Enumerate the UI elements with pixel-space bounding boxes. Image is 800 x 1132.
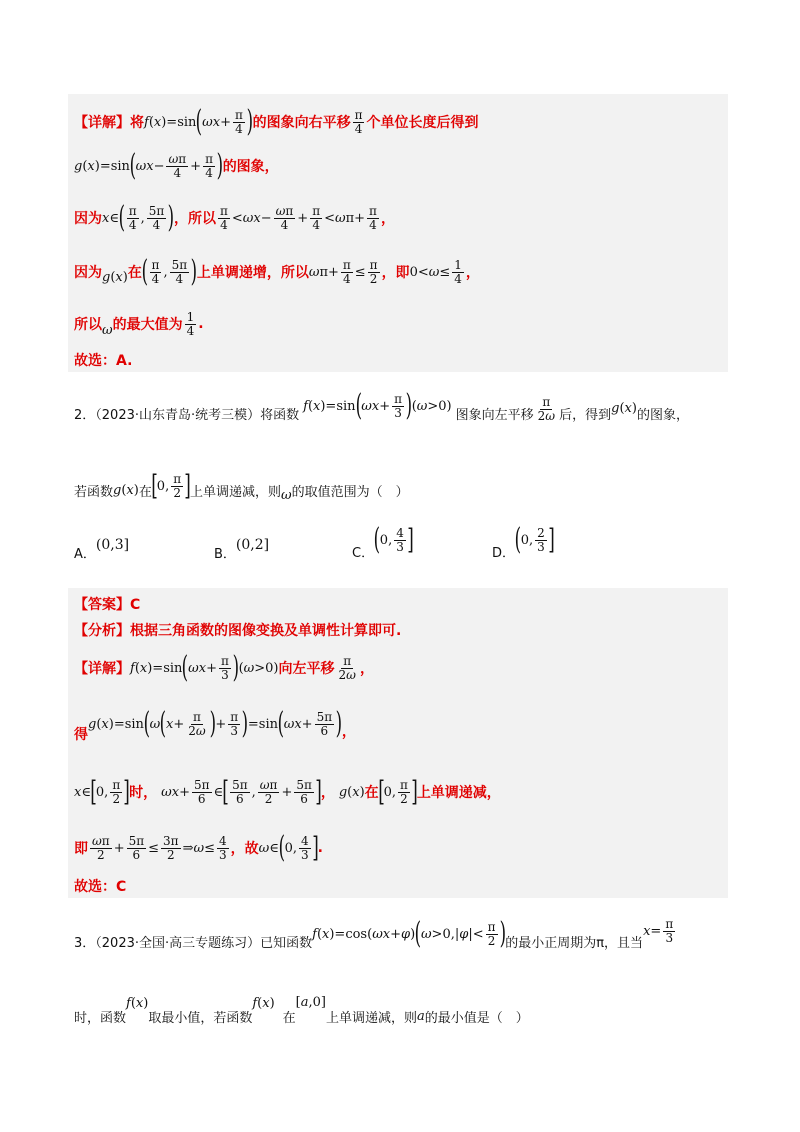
option-b[interactable] <box>214 530 269 560</box>
detail-label: 【详解】 <box>74 661 130 677</box>
question-3-line-1 <box>74 906 677 962</box>
formula-omega2: ω <box>281 487 292 503</box>
choice-line: 故选：C <box>74 879 127 895</box>
detail-text: 在 <box>364 785 379 801</box>
formula-shift: $\frac{\pi}{4}$ <box>354 107 363 136</box>
formula-max: $\frac{1}{4}$ <box>186 309 195 338</box>
option-value: (0,2] <box>235 537 270 553</box>
answer-text: 【答案】C <box>74 597 141 613</box>
formula-range: 0< ω ≤ $\frac{1}{4}$ <box>409 257 462 286</box>
formula-interval-a0: [ a ,0] <box>295 994 326 1010</box>
formula-gx2: g ( x ) <box>113 482 139 498</box>
analysis-text: 【分析】根据三角函数的图像变换及单调性计算即可. <box>74 623 402 639</box>
detail-line-3 <box>74 198 395 238</box>
solution-box-2 <box>68 588 728 898</box>
formula-cond: ω π+ $\frac{\pi}{4}$ ≤ $\frac{\pi}{2}$ <box>308 257 378 286</box>
question-text: 的图象， <box>636 407 689 423</box>
formula-ineq: $\frac{\pi}{4}$ < ωx − $\frac{\omega\pi}{4}$ + $\frac{\pi}{4}$ < ω π+ $\frac{\pi}{4}$ <box>219 203 377 232</box>
detail2-line-5 <box>74 876 126 896</box>
answer-line <box>74 594 140 614</box>
detail-label: 【详解】将 <box>74 115 144 131</box>
detail-text: ， <box>341 724 356 740</box>
detail-text: 个单位长度后得到 <box>366 115 479 131</box>
detail2-line-1 <box>74 646 374 690</box>
analysis-line <box>74 620 401 640</box>
formula-interval-2: ( $\frac{\pi}{4}$ , $\frac{5\pi}{4}$ ) <box>141 254 198 289</box>
question-text: 的最小正周期为π，且当 <box>505 935 644 951</box>
detail-line-5 <box>74 302 204 346</box>
formula-result4: ω ∈ ( 0, $\frac{4}{3}$ ] <box>258 830 319 865</box>
detail2-line-2 <box>74 700 356 748</box>
choice-line: 故选：A. <box>74 353 133 369</box>
formula-x-interval: x ∈ [ 0, $\frac{\pi}{2}$ ] <box>74 775 130 808</box>
option-label: B． <box>214 546 236 562</box>
detail-text: 时， <box>129 785 158 801</box>
formula-f2: f ( x )=sin ( ωx + $\frac{\pi}{3}$ ) ( ω >0) <box>303 388 452 423</box>
question-text: 在 <box>282 1010 296 1026</box>
question-text: 在 <box>138 484 152 500</box>
detail-text: 上单调递增，所以 <box>196 265 309 281</box>
detail-text: ， <box>359 661 374 677</box>
formula-a: a <box>417 1008 425 1024</box>
question-text: 2．（2023·山东青岛·统考三模）将函数 <box>74 407 300 423</box>
option-d[interactable] <box>492 520 554 560</box>
option-label: D． <box>492 545 516 561</box>
detail-text: ， <box>320 785 335 801</box>
detail-text: ，即 <box>381 265 410 281</box>
question-text: 后，得到 <box>559 407 612 423</box>
question-text: 取最小值，若函数 <box>148 1010 253 1026</box>
formula-interval-q2: [ 0, $\frac{\pi}{2}$ ] <box>151 469 191 502</box>
option-value: ( 0, $\frac{2}{3}$ ] <box>514 522 555 557</box>
detail-text: 的图象， <box>222 159 279 175</box>
detail-text: . <box>198 316 204 332</box>
detail-text: . <box>317 840 323 856</box>
option-value: (0,3] <box>95 537 130 553</box>
detail-text: ，故 <box>230 841 259 857</box>
solution-box-1 <box>68 94 728 372</box>
detail-text: 的最大值为 <box>112 317 183 333</box>
detail-text: 的图象向右平移 <box>252 115 351 131</box>
formula-g2: g ( x ) <box>611 400 637 416</box>
option-value: ( 0, $\frac{4}{3}$ ] <box>373 522 414 557</box>
formula-ineq4: $\frac{\omega\pi}{2}$ + $\frac{5\pi}{6}$ ≤ $\frac{3\pi}{2}$ ⇒ ω ≤ $\frac{4}{3}$ <box>92 833 227 862</box>
option-a[interactable] <box>74 530 129 560</box>
question-text: 的最小值是（ ） <box>424 1010 529 1026</box>
detail-text: ， <box>465 265 480 281</box>
question-text: 3．（2023·全国·高三专题练习）已知函数 <box>74 935 313 951</box>
detail-text: 向左平移 <box>278 661 335 677</box>
formula-f: f ( x )=sin ( ωx + $\frac{\pi}{4}$ ) <box>144 104 253 139</box>
detail-text: ，所以 <box>173 211 216 227</box>
formula-shift2: $\frac{\pi}{2\omega}$ <box>537 394 556 423</box>
question-2-line-1 <box>74 388 689 438</box>
option-label: C． <box>352 545 375 561</box>
formula-omega: ω <box>102 322 113 338</box>
question-text: 的取值范围为（ ） <box>291 484 409 500</box>
detail-text: 所以 <box>74 317 102 333</box>
detail-text: 因为 <box>74 265 102 281</box>
detail-text: 上单调递减， <box>416 785 501 801</box>
formula-interval-3: [ 0, $\frac{\pi}{2}$ ] <box>377 775 418 808</box>
detail-line-6 <box>74 350 132 370</box>
detail-text: ， <box>380 211 395 227</box>
formula-gx: g ( x ) <box>102 269 128 285</box>
question-text: 若函数 <box>74 484 114 500</box>
question-text: 图象向左平移 <box>455 407 534 423</box>
question-3-line-2 <box>74 988 529 1028</box>
question-text: 时，函数 <box>74 1010 127 1026</box>
formula-fx4: f ( x ) <box>126 995 149 1011</box>
detail-text: 在 <box>127 265 142 281</box>
detail-line-4 <box>74 250 480 294</box>
detail-text: 即 <box>74 841 88 857</box>
detail-text: 得 <box>74 727 88 743</box>
formula-f3: f ( x )=sin ( ωx + $\frac{\pi}{3}$ ) ( ω >0) <box>130 650 279 685</box>
detail2-line-4 <box>74 824 323 872</box>
detail2-line-3 <box>74 768 501 816</box>
detail-line-1 <box>74 102 478 142</box>
formula-fx5: f ( x ) <box>252 995 275 1011</box>
detail-text: 因为 <box>74 211 102 227</box>
formula-g3: g ( x )=sin ( ω ( x + $\frac{\pi}{2\omega}$ ) + $\frac{\pi}{3}$ ) =sin ( ωx + $\frac{5\pi}{6}$ ) <box>88 706 343 741</box>
question-text: 上单调递减，则 <box>190 484 282 500</box>
option-label: A． <box>74 546 96 562</box>
formula-g: g ( x )=sin ( ωx − $\frac{\omega\pi}{4}$ + $\frac{\pi}{4}$ ) <box>74 148 224 183</box>
formula-shift3: $\frac{\pi}{2\omega}$ <box>338 653 356 682</box>
formula-gx3: g ( x ) <box>338 784 365 800</box>
formula-range3: ωx + $\frac{5\pi}{6}$ ∈ [ $\frac{5\pi}{6}$ , $\frac{\omega\pi}{2}$ + $\frac{5\pi}{6}$ ] <box>161 775 322 808</box>
question-text: 上单调递减，则 <box>326 1010 418 1026</box>
formula-f4: f ( x )=cos( ωx + φ ) ( ω >0,| φ |< $\frac{\pi}{2}$ ) <box>312 916 506 951</box>
question-2-line-2 <box>74 470 409 510</box>
detail-line-2 <box>74 146 279 186</box>
formula-x-pi3: x = $\frac{\pi}{3}$ <box>643 916 674 945</box>
formula-interval: x ∈ ( $\frac{\pi}{4}$ , $\frac{5\pi}{4}$ ) <box>102 200 175 235</box>
option-c[interactable] <box>352 520 413 560</box>
